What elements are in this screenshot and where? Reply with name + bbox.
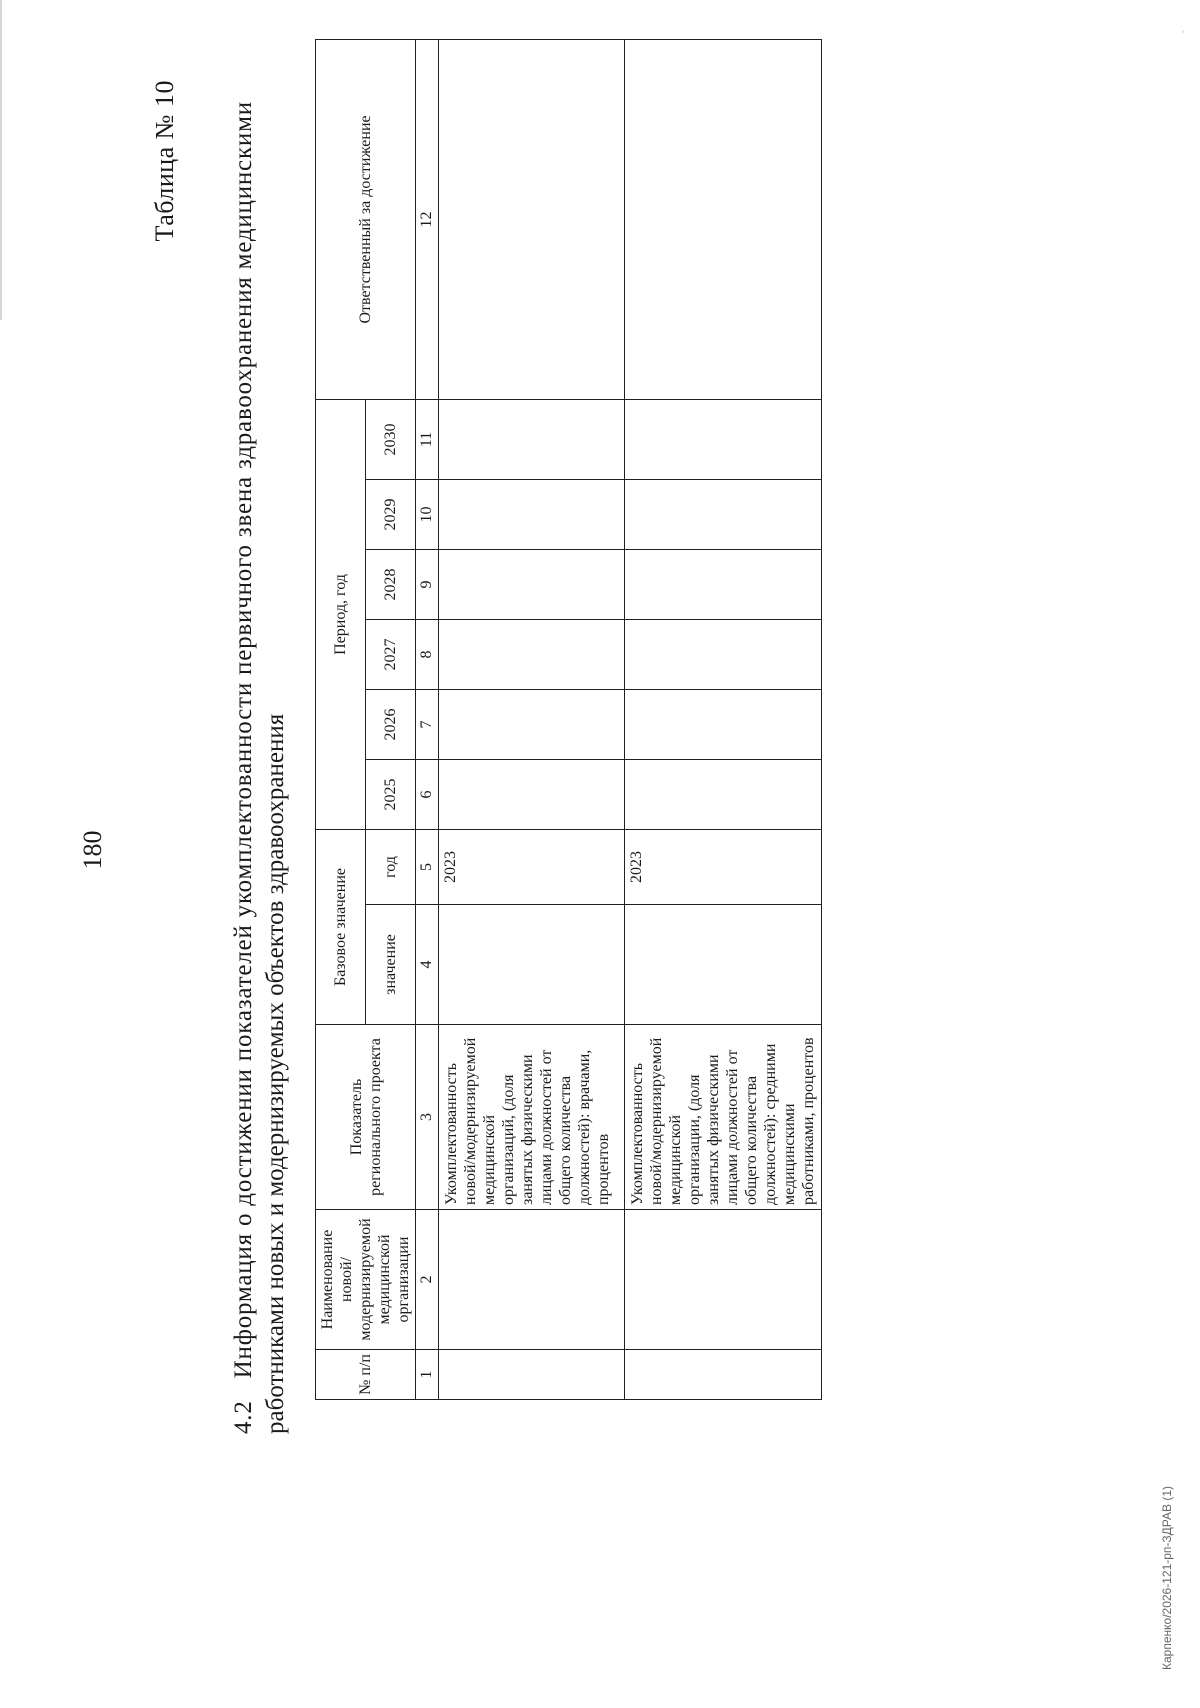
header-year-2030: 2030 [366, 399, 416, 479]
column-index: 9 [416, 549, 439, 619]
cell-org-name [439, 1210, 625, 1350]
header-year-2026: 2026 [366, 689, 416, 759]
cell-year-2027 [625, 619, 822, 689]
cell-year-2028 [625, 549, 822, 619]
header-period-group: Период, год [316, 399, 366, 829]
column-index: 4 [416, 905, 439, 1025]
corner-mark: - [1178, 30, 1189, 34]
cell-org-name [625, 1210, 822, 1350]
header-year-2028: 2028 [366, 549, 416, 619]
column-index: 8 [416, 619, 439, 689]
cell-base-year: 2023 [439, 829, 625, 904]
cell-indicator: Укомплектованность новой/модернизируемой медицинской организаций, (доля занятых физическими лицами должностей от общего количества должностей): врачами, процентов [439, 1025, 625, 1210]
section-title-text1: Информация о достижении показателей укомплектованности первичного звена здравоохранения медицинскими [230, 101, 257, 1379]
column-index: 12 [416, 39, 439, 399]
table-row [439, 39, 625, 1399]
section-title-line1 [228, 14, 260, 1434]
header-org-name: Наименование новой/модернизируемой медицинской организации [316, 1210, 416, 1350]
table-row [625, 39, 822, 1399]
cell-year-2026 [625, 689, 822, 759]
header-year-2027: 2027 [366, 619, 416, 689]
column-index: 6 [416, 759, 439, 829]
cell-base-year: 2023 [625, 829, 822, 904]
header-responsible: Ответственный за достижение [316, 39, 416, 399]
footer-document-ref: Карпенко/2026-121-рп-ЗДРАВ (1) [1160, 1486, 1174, 1670]
cell-num [625, 1350, 822, 1400]
section-title [228, 14, 292, 1434]
cell-year-2029 [625, 479, 822, 549]
cell-year-2026 [439, 689, 625, 759]
header-base-group: Базовое значение [316, 829, 366, 1024]
cell-indicator: Укомплектованность новой/модернизируемой медицинской организации, (доля занятых физическими лицами должностей от общего количества должностей): средними медицинскими работниками, процентов [625, 1025, 822, 1210]
header-year-2029: 2029 [366, 479, 416, 549]
table-number: Таблица № 10 [150, 80, 179, 242]
column-index: 5 [416, 829, 439, 904]
cell-responsible [439, 39, 625, 399]
cell-year-2027 [439, 619, 625, 689]
header-year-2025: 2025 [366, 759, 416, 829]
column-index-row [416, 39, 439, 1399]
cell-year-2030 [439, 399, 625, 479]
header-indicator: Показатель регионального проекта [316, 1025, 416, 1210]
cell-responsible [625, 39, 822, 399]
indicators-table [315, 39, 822, 1400]
cell-base-value [625, 905, 822, 1025]
column-index: 7 [416, 689, 439, 759]
column-index: 1 [416, 1350, 439, 1400]
cell-year-2028 [439, 549, 625, 619]
header-base-value: значение [366, 905, 416, 1025]
header-num: № п/п [316, 1350, 416, 1400]
column-index: 10 [416, 479, 439, 549]
column-index: 2 [416, 1210, 439, 1350]
cell-year-2025 [625, 759, 822, 829]
cell-year-2029 [439, 479, 625, 549]
column-index: 3 [416, 1025, 439, 1210]
section-number: 4.2 [230, 1400, 257, 1434]
cell-base-value [439, 905, 625, 1025]
header-row-1 [316, 39, 366, 1399]
page-number: 180 [78, 830, 107, 870]
cell-year-2030 [625, 399, 822, 479]
header-base-year: год [366, 829, 416, 904]
column-index: 11 [416, 399, 439, 479]
cell-year-2025 [439, 759, 625, 829]
cell-num [439, 1350, 625, 1400]
section-title-line2: работниками новых и модернизируемых объектов здравоохранения [262, 713, 289, 1434]
